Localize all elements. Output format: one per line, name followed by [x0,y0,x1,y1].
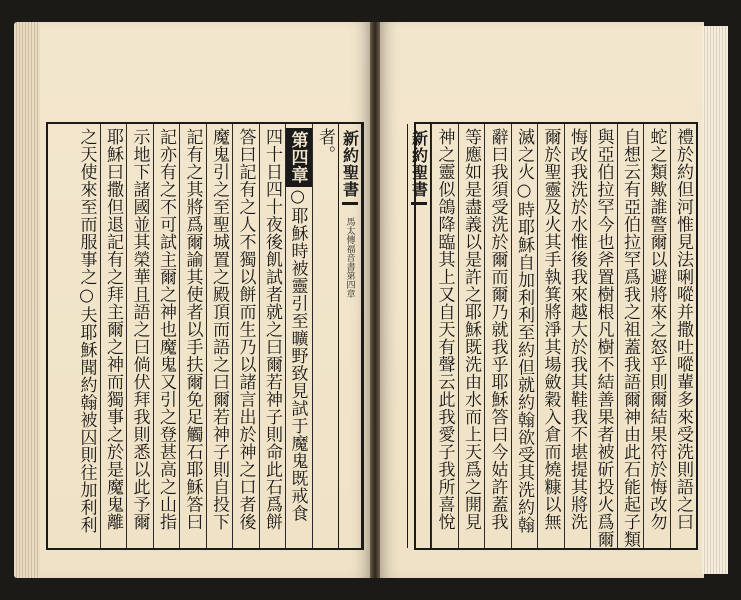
page-edge-right [702,26,728,574]
text-column: 之天使來至而服事之○夫耶穌聞約翰被囚則往加利利 [76,128,97,534]
text-column: 記亦有之不可試主爾之神也魔鬼又引之登甚高之山指 [153,124,180,548]
text-column: 神之靈似鴿降臨其上又自天有聲云此我愛子我所喜悅 [431,124,458,548]
right-banner-title: 新約聖書 [409,130,429,198]
text-column: 辭曰我須受洗於爾而爾乃就我乎耶穌答曰今姑許蓋我 [484,124,511,548]
text-column: 自想云有亞伯拉罕爲我之祖蓋我語爾神由此石能起子類 [617,124,644,548]
text-column: 耶穌曰撒但退記有之拜主爾之神而獨事之於是魔鬼離 [100,124,127,548]
text-column: 蛇之類歟誰警爾以避將來之怒乎則爾結果符於悔改勿 [643,124,670,548]
right-banner [407,124,431,548]
text-column: 禮於約但河惟見法唎㗰并撒吐㗰輩多來受洗則語之曰 [670,124,697,548]
left-text-frame [46,122,364,550]
text-column: 記有之其將爲爾諭其使者以手扶爾免足觸石耶穌答曰 [179,124,206,548]
book-spine [370,22,380,578]
text-column: 滅之火○時耶穌自加利利至約但就約翰欲受其洗約翰 [511,124,538,548]
chapter-heading-rest: ○耶穌時被靈引至曠野致見試于魔鬼既戒食 [287,186,308,522]
left-banner-title: 新約聖書 [340,130,360,198]
text-column: 與亞伯拉罕今也斧置樹根凡樹不結善果者被斫投火爲爾 [590,124,617,548]
text-column: 示地下諸國並其榮華且語之曰倘伏拜我則悉以此予爾 [126,124,153,548]
chapter-heading-box: 第四章 [285,128,312,187]
right-text-frame [409,122,698,550]
text-column: 等應如是盡義以是許之耶穌既洗由水而上天爲之開見 [458,124,485,548]
text-column: 答曰記有之人不獨以餅而生乃以諸言出於神之口者後 [232,124,259,548]
text-column: 爾於聖靈及火其手執箕將淨其場斂穀入倉而燒糠以無 [537,124,564,548]
text-column: 者。 [312,124,339,548]
fish-tail-mark [411,202,427,213]
text-column: 魔鬼引之至聖城置之殿頂而語之曰爾若神子則自投下 [206,124,233,548]
text-column-chapter-heading [285,124,312,548]
fish-tail-mark [342,202,358,213]
left-banner-subtitle: 馬太傳福音書第四章 [344,217,355,298]
left-banner [338,124,362,548]
text-column: 四十日四十夜後飢試者就之曰爾若神子則命此石爲餅 [259,124,286,548]
text-column: 悔改我洗於水惟後我來越大於我其鞋我不堪提其將洗 [564,124,591,548]
